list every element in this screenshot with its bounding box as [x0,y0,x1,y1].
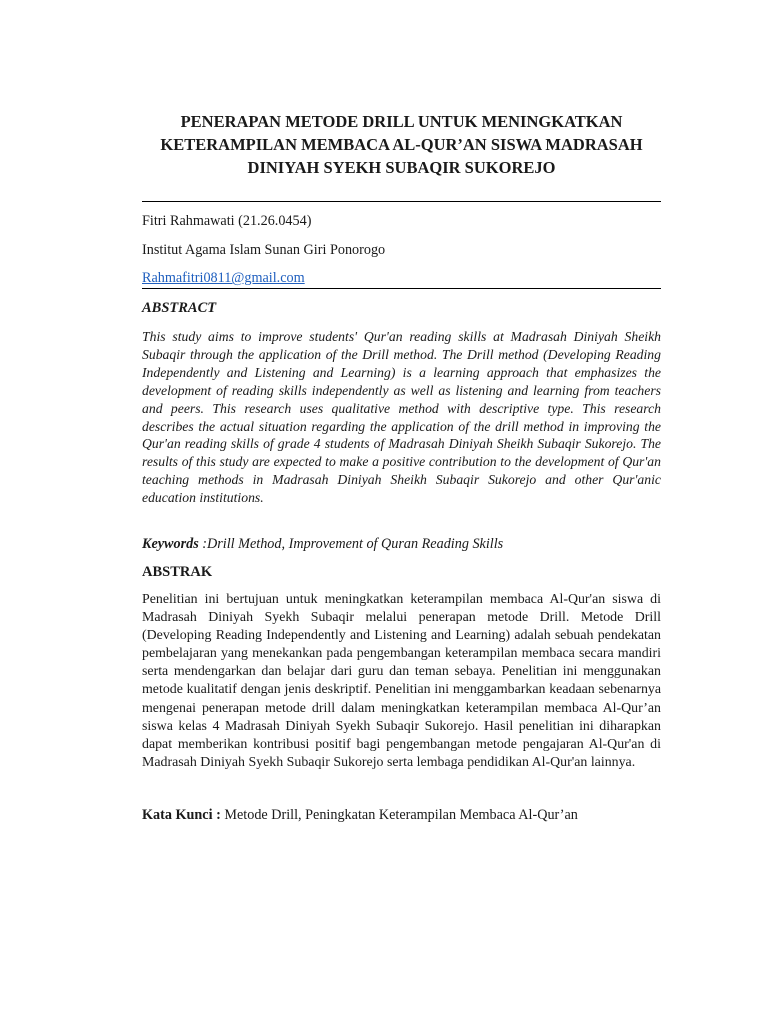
kata-kunci-label: Kata Kunci : [142,807,221,823]
abstrak-body: Penelitian ini bertujuan untuk meningkatkan keterampilan membaca Al-Qur'an siswa di Madrasah Diniyah Syekh Subaqir melalui penerapan metode Drill. Metode Drill (Developing Reading Independently and Listening and Learning) adalah sebuah pendekatan pembelajaran yang menekankan pada pengembangan keterampilan membaca secara mandiri serta mendengarkan dan belajar dari guru dan teman sebaya. Penelitian ini menggunakan metode kualitatif dengan jenis deskriptif. Penelitian ini menggambarkan keadaan sebenarnya mengenai penerapan metode drill dalam meningkatkan keterampilan membaca Al-Qur’an siswa kelas 4 Madrasah Diniyah Syekh Subaqir Sukorejo. Hasil penelitian ini diharapkan dapat memberikan kontribusi positif bagi pengembangan metode pengajaran Al-Qur'an di Madrasah Diniyah Syekh Subaqir Sukorejo serta lembaga pendidikan Al-Qur'an lainnya. [142,592,661,770]
abstract-body: This study aims to improve students' Qur'an reading skills at Madrasah Diniyah Sheikh Subaqir through the application of the Drill method. The Drill method (Developing Reading Independently and Listening and Learning) is a learning approach that emphasizes the development of reading skills independently as well as listening and learning from teachers and peers. This research uses qualitative method with descriptive type. This research describes the actual situation regarding the application of the drill method in improving the Qur'an reading skills of grade 4 students of Madrasah Diniyah Sheikh Subaqir Sukorejo. The results of this study are expected to make a positive contribution to the development of Qur'an teaching methods in Madrasah Diniyah Sheikh Subaqir Sukorejo and other Qur'anic education institutions. [142,329,661,506]
title-line-1: PENERAPAN METODE DRILL UNTUK MENINGKATKAN [180,112,623,131]
author-name: Fitri Rahmawati (21.26.0454) [142,213,312,229]
title-divider [142,201,661,202]
title-line-2: KETERAMPILAN MEMBACA AL-QUR’AN SISWA MADRASAH [160,135,643,154]
keywords-label: Keywords [142,536,199,552]
abstrak-heading: ABSTRAK [142,564,213,580]
header-divider [142,288,661,289]
title-line-3: DINIYAH SYEKH SUBAQIR SUKOREJO [247,158,556,177]
abstract-heading: ABSTRACT [142,300,217,316]
paper-title [142,110,661,179]
author-affiliation: Institut Agama Islam Sunan Giri Ponorogo [142,242,386,258]
keywords-line [142,536,503,553]
kata-kunci-line [142,807,578,824]
kata-kunci-text: Metode Drill, Peningkatan Keterampilan Membaca Al-Qur’an [220,807,578,823]
keywords-text: :Drill Method, Improvement of Quran Reading Skills [198,536,504,552]
author-email-link[interactable]: Rahmafitri0811@gmail.com [142,270,305,286]
